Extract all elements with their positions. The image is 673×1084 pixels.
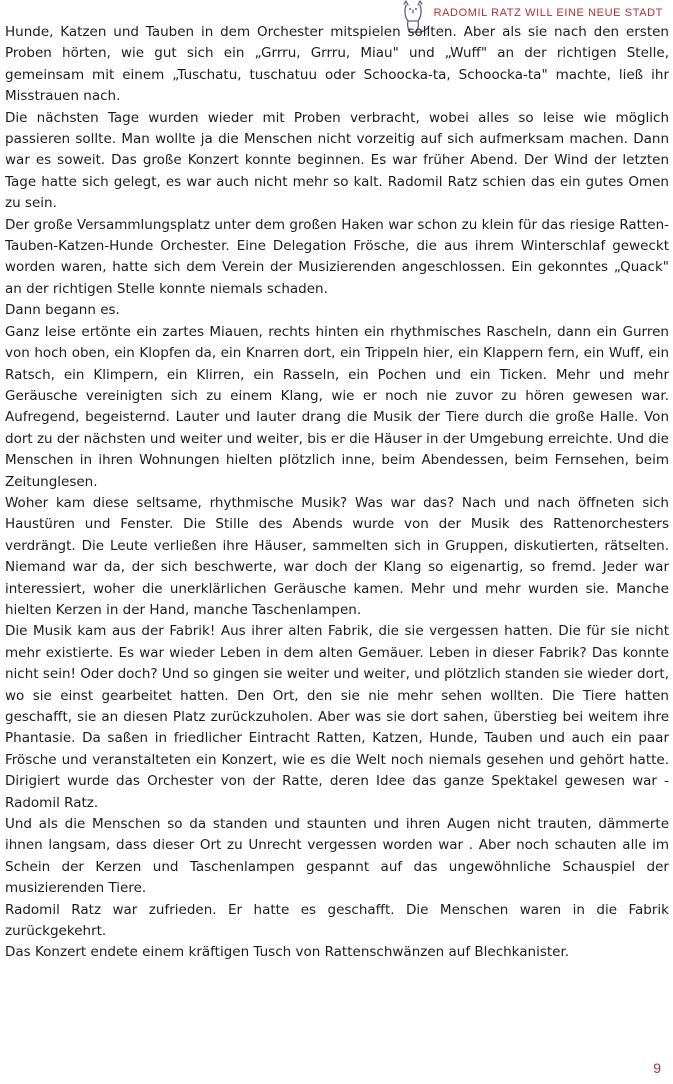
paragraph: Und als die Menschen so da standen und staunten und ihren Augen nicht trauten, dämmerte ihnen langsam, dass dieser Ort zu Unrecht vergessen worden war . Aber noch schauten alle im Schein der Kerzen und Taschenlampen gespannt auf das ungewöhnliche Schauspiel der musizierenden Tiere.: [5, 816, 669, 897]
text-body: [5, 22, 669, 964]
paragraph: Die nächsten Tage wurden wieder mit Proben verbracht, wobei alles so leise wie möglich passieren sollte. Man wollte ja die Menschen nicht vorzeitig auf sich aufmerksam machen. Dann war es soweit. Das große Konzert konnte beginnen. Es war früher Abend. Der Wind der letzten Tage hatte sich gelegt, es war auch nicht mehr so kalt. Radomil Ratz schien das ein gutes Omen zu sein.: [5, 109, 669, 212]
paragraph: Ganz leise ertönte ein zartes Miauen, rechts hinten ein rhythmisches Rascheln, dann ein Gurren von hoch oben, ein Klopfen da, ein Knarren dort, ein Trippeln hier, ein Klappern fern, ein Wuff, ein Ratsch, ein Klimpern, ein Klirren, ein Rasseln, ein Pochen und ein Ticken. Mehr und mehr Geräusche vereinigten sich zu einem Klang, wie er noch nie zuvor zu hören gewesen war. Aufregend, begeisternd. Lauter und lauter drang die Musik der Tiere durch die große Halle. Von dort zu der nächsten und weiter und weiter, bis er die Häuser in der Umgebung erreichte. Und die Menschen in ihren Wohnungen hielten plötzlich inne, beim Abendessen, beim Fernsehen, beim Zeitunglesen.: [5, 323, 669, 490]
paragraph: Radomil Ratz war zufrieden. Er hatte es geschafft. Die Menschen waren in die Fabrik zurückgekehrt.: [5, 901, 669, 940]
paragraph: Dann begann es.: [5, 302, 120, 319]
paragraph: Hunde, Katzen und Tauben in dem Orchester mitspielen sollten. Aber als sie nach den ersten Proben hörten, wie gut sich ein „Grrru, Grrru, Miau" und „Wuff" an der richtigen Stelle, gemeinsam mit einem „Tuschatu, tuschatuu oder Schoocka-ta, Schoocka-ta" machte, ließ ihr Misstrauen nach.: [5, 24, 669, 105]
paragraph: Woher kam diese seltsame, rhythmische Musik? Was war das? Nach und nach öffneten sich Haustüren und Fenster. Die Stille des Abends wurde von der Musik des Rattenorchesters verdrängt. Die Leute verließen ihre Häuser, sammelten sich in Gruppen, diskutierten, rätselten. Niemand war da, der sich beschwerte, war doch der Klang so eigenartig, so fremd. Jeder war interessiert, woher die unerklärlichen Geräusche kamen. Mehr und mehr wurden sie. Manche hielten Kerzen in der Hand, manche Taschenlampen.: [5, 494, 669, 618]
paragraph: Der große Versammlungsplatz unter dem großen Haken war schon zu klein für das riesige Ratten-Tauben-Katzen-Hunde Orchester. Eine Delegation Frösche, die aus ihrem Winterschlaf geweckt worden waren, hatte sich dem Verein der Musizierenden angeschlossen. Ein gekonntes „Quack" an der richtigen Stelle konnte niemals schaden.: [5, 216, 669, 297]
page-number: 9: [653, 1060, 661, 1076]
paragraph: Das Konzert endete einem kräftigen Tusch von Rattenschwänzen auf Blechkanister.: [5, 944, 570, 961]
running-header: RADOMIL RATZ WILL EINE NEUE STADT: [433, 7, 663, 19]
paragraph: Die Musik kam aus der Fabrik! Aus ihrer alten Fabrik, die sie vergessen hatten. Die für sie nicht mehr existierte. Es war wieder Leben in dem alten Gemäuer. Leben in dieser Fabrik? Das konnte nicht sein! Oder doch? Und so gingen sie weiter und weiter, und plötzlich standen sie wieder dort, wo sie einst gearbeitet hatten. Den Ort, den sie nie mehr sehen wollten. Die Tiere hatten geschafft, sie an diesen Platz zurückzuholen. Aber was sie dort sahen, überstieg bei weitem ihre Phantasie. Da saßen in friedlicher Eintracht Ratten, Katzen, Hunde, Tauben und auch ein paar Frösche und veranstalteten ein Konzert, wie es die Welt noch niemals gesehen und gehört hatte. Dirigiert wurde das Orchester von der Ratte, deren Idee das ganze Spektakel gewesen war - Radomil Ratz.: [5, 623, 669, 811]
